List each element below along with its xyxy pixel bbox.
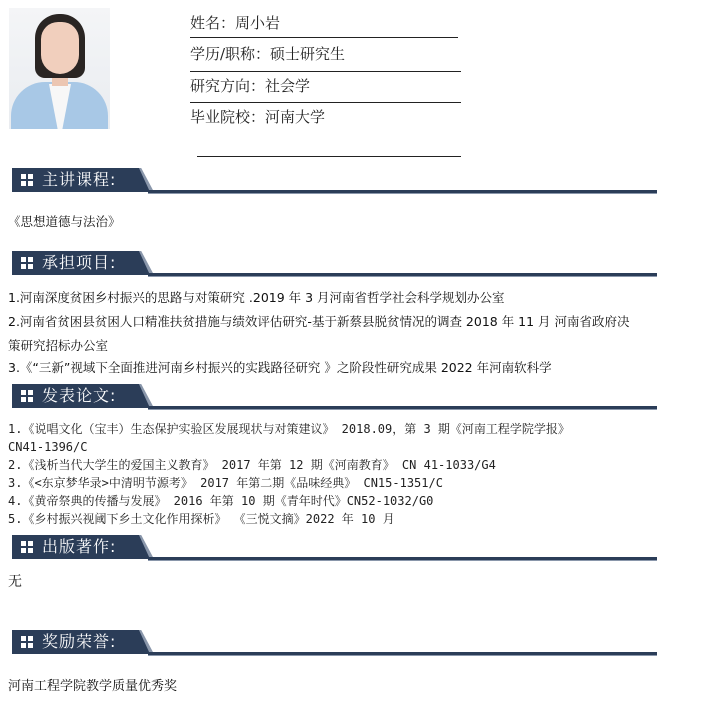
section-title: 奖励荣誉:: [42, 632, 117, 651]
profile-school: 毕业院校：河南大学: [190, 108, 326, 126]
section-title: 出版著作:: [42, 537, 117, 556]
section-header-awards: [12, 630, 657, 656]
course-item: 《思想道德与法治》: [8, 214, 121, 229]
paper-item: 1.《说唱文化（宝丰）生态保护实验区发展现状与对策建议》 2018.09，第 3 期《河南工程学院学报》: [8, 422, 570, 436]
profile-research: 研究方向：社会学: [190, 77, 311, 95]
section-header-papers: [12, 384, 657, 410]
project-item: 2.河南省贫困县贫困人口精准扶贫措施与绩效评估研究-基于新蔡县脱贫情况的调查 2018 年 11 月 河南省政府决: [8, 314, 630, 329]
profile-education: 学历/职称：硕士研究生: [190, 45, 346, 63]
profile-name: 姓名：周小岩: [190, 14, 281, 32]
grid-icon: [21, 174, 34, 187]
paper-item: 4.《黄帝祭典的传播与发展》 2016 年第 10 期《青年时代》CN52-1032/G0: [8, 494, 434, 508]
award-item: 河南工程学院教学质量优秀奖: [8, 679, 178, 694]
paper-item: 2.《浅析当代大学生的爱国主义教育》 2017 年第 12 期《河南教育》 CN 41-1033/G4: [8, 458, 496, 472]
project-item: 1.河南深度贫困乡村振兴的思路与对策研究 .2019 年 3 月河南省哲学社会科学规划办公室: [8, 290, 505, 305]
paper-item: CN41-1396/C: [8, 440, 88, 454]
grid-icon: [21, 636, 34, 649]
project-item: 策研究招标办公室: [8, 338, 109, 353]
portrait-photo: [9, 8, 110, 129]
grid-icon: [21, 390, 34, 403]
divider: [190, 37, 458, 38]
book-item: 无: [8, 574, 22, 590]
section-header-projects: [12, 251, 657, 277]
section-header-books: [12, 535, 657, 561]
section-header-courses: [12, 168, 657, 194]
paper-item: 5.《乡村振兴视阈下乡土文化作用探析》 《三悦文摘》2022 年 10 月: [8, 512, 395, 526]
grid-icon: [21, 257, 34, 270]
section-title: 主讲课程:: [42, 170, 117, 189]
divider: [190, 71, 461, 72]
divider: [190, 102, 461, 103]
section-title: 发表论文:: [42, 386, 117, 405]
project-item: 3.《“三新”视域下全面推进河南乡村振兴的实践路径研究 》之阶段性研究成果 2022 年河南软科学: [8, 360, 552, 375]
section-title: 承担项目:: [42, 253, 117, 272]
paper-item: 3.《<东京梦华录>中清明节源考》 2017 年第二期《品味经典》 CN15-1351/C: [8, 476, 443, 490]
grid-icon: [21, 541, 34, 554]
divider: [197, 156, 461, 157]
